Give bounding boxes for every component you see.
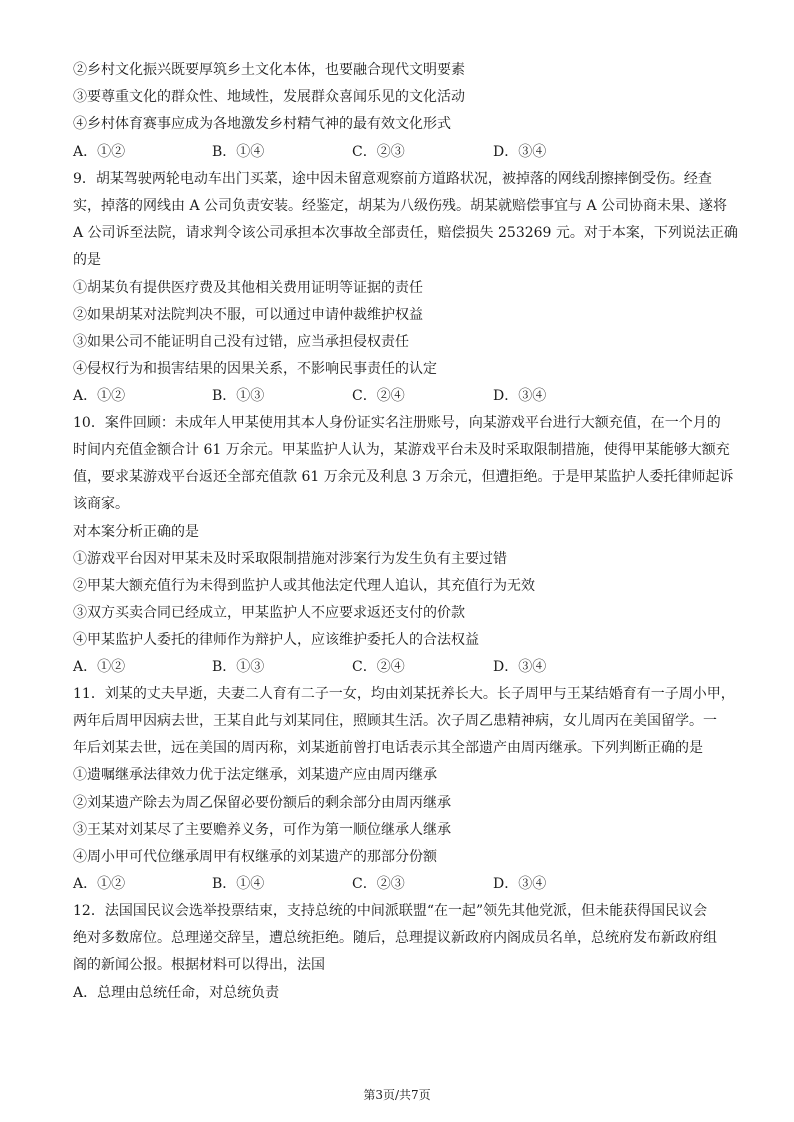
q9-answer-choices <box>73 386 753 406</box>
q11-stem-line: 年后刘某去世，远在美国的周丙称，刘某逝前曾打电话表示其全部遗产由周丙继承。下列判断正确的是 <box>73 740 703 756</box>
q12-option-a[interactable]: A．总理由总统任命，对总统负责 <box>73 985 280 1001</box>
q10-option-4: ④甲某监护人委托的律师作为辩护人，应该维护委托人的合法权益 <box>73 632 479 648</box>
q8-answer-choices <box>73 142 753 162</box>
q9-stem-line: 的是 <box>73 252 101 268</box>
q11-stem-line: 两年后周甲因病去世，王某自此与刘某同住，照顾其生活。次子周乙患精神病，女儿周丙在美国留学。一 <box>73 713 717 729</box>
q11-choice-d[interactable]: D．③④ <box>493 876 547 892</box>
q11-option-4: ④周小甲可代位继承周甲有权继承的刘某遗产的那部分份额 <box>73 849 437 865</box>
q12-stem-line: 阁的新闻公报。根据材料可以得出，法国 <box>73 957 325 973</box>
q8-option-4: ④乡村体育赛事应成为各地激发乡村精气神的最有效文化形式 <box>73 116 451 132</box>
q9-choice-b[interactable]: B．①③ <box>212 388 265 404</box>
q11-choice-c[interactable]: C．②③ <box>352 876 405 892</box>
page-number: 第3页/共7页 <box>363 1088 431 1102</box>
q12-stem-line: 12．法国国民议会选举投票结束，支持总统的中间派联盟“在一起”领先其他党派，但未能获得国民议会 <box>73 903 708 919</box>
q8-option-2: ②乡村文化振兴既要厚筑乡土文化本体，也要融合现代文明要素 <box>73 62 465 78</box>
q8-choice-b[interactable]: B．①④ <box>212 144 265 160</box>
q10-option-2: ②甲某大额充值行为未得到监护人或其他法定代理人追认，其充值行为无效 <box>73 578 535 594</box>
q9-option-3: ③如果公司不能证明自己没有过错，应当承担侵权责任 <box>73 334 409 350</box>
q9-stem-line: A 公司诉至法院，请求判令该公司承担本次事故全部责任，赔偿损失 253269 元。对于本案，下列说法正确 <box>73 225 738 241</box>
q11-choice-b[interactable]: B．①④ <box>212 876 265 892</box>
q10-option-3: ③双方买卖合同已经成立，甲某监护人不应要求返还支付的价款 <box>73 605 465 621</box>
q10-stem-line: 值，要求某游戏平台返还全部充值款 61 万余元及利息 3 万余元，但遭拒绝。于是甲某监护人委托律师起诉 <box>73 469 734 485</box>
q9-option-2: ②如果胡某对法院判决不服，可以通过申请仲裁维护权益 <box>73 307 423 323</box>
q8-choice-a[interactable]: A．①② <box>73 144 126 160</box>
q10-stem-line: 对本案分析正确的是 <box>73 524 199 540</box>
q9-option-1: ①胡某负有提供医疗费及其他相关费用证明等证据的责任 <box>73 280 423 296</box>
q11-option-3: ③王某对刘某尽了主要赡养义务，可作为第一顺位继承人继承 <box>73 822 451 838</box>
q11-option-1: ①遗嘱继承法律效力优于法定继承，刘某遗产应由周丙继承 <box>73 767 437 783</box>
q9-stem-line: 实，掉落的网线由 A 公司负责安装。经鉴定，胡某为八级伤残。胡某就赔偿事宜与 A 公司协商未果、遂将 <box>73 198 728 214</box>
q10-choice-c[interactable]: C．②④ <box>352 659 405 675</box>
q10-choice-a[interactable]: A．①② <box>73 659 126 675</box>
q10-choice-b[interactable]: B．①③ <box>212 659 265 675</box>
q9-stem-line: 9．胡某驾驶两轮电动车出门买菜，途中因未留意观察前方道路状况，被掉落的网线刮擦摔倒受伤。经查 <box>73 171 712 187</box>
q11-option-2: ②刘某遗产除去为周乙保留必要份额后的剩余部分由周丙继承 <box>73 795 451 811</box>
q10-stem-line: 10．案件回顾：未成年人甲某使用其本人身份证实名注册账号，向某游戏平台进行大额充值，在一个月的 <box>73 415 721 431</box>
q10-stem-line: 时间内充值金额合计 61 万余元。甲某监护人认为，某游戏平台未及时采取限制措施，使得甲某能够大额充 <box>73 442 730 458</box>
q9-option-4: ④侵权行为和损害结果的因果关系，不影响民事责任的认定 <box>73 361 437 377</box>
q11-stem-line: 11．刘某的丈夫早逝，夫妻二人育有二子一女，均由刘某抚养长大。长子周甲与王某结婚育有一子周小甲， <box>73 686 735 702</box>
q10-option-1: ①游戏平台因对甲某未及时采取限制措施对涉案行为发生负有主要过错 <box>73 551 507 567</box>
q11-choice-a[interactable]: A．①② <box>73 876 126 892</box>
q10-choice-d[interactable]: D．③④ <box>493 659 547 675</box>
q12-stem-line: 绝对多数席位。总理递交辞呈，遭总统拒绝。随后，总理提议新政府内阁成员名单，总统府发布新政府组 <box>73 930 717 946</box>
q9-choice-d[interactable]: D．③④ <box>493 388 547 404</box>
q11-answer-choices <box>73 874 753 894</box>
q10-answer-choices <box>73 657 753 677</box>
q8-choice-d[interactable]: D．③④ <box>493 144 547 160</box>
q9-choice-a[interactable]: A．①② <box>73 388 126 404</box>
q10-stem-line: 该商家。 <box>73 496 129 512</box>
q8-choice-c[interactable]: C．②③ <box>352 144 405 160</box>
q8-option-3: ③要尊重文化的群众性、地域性，发展群众喜闻乐见的文化活动 <box>73 89 465 105</box>
q9-choice-c[interactable]: C．②④ <box>352 388 405 404</box>
